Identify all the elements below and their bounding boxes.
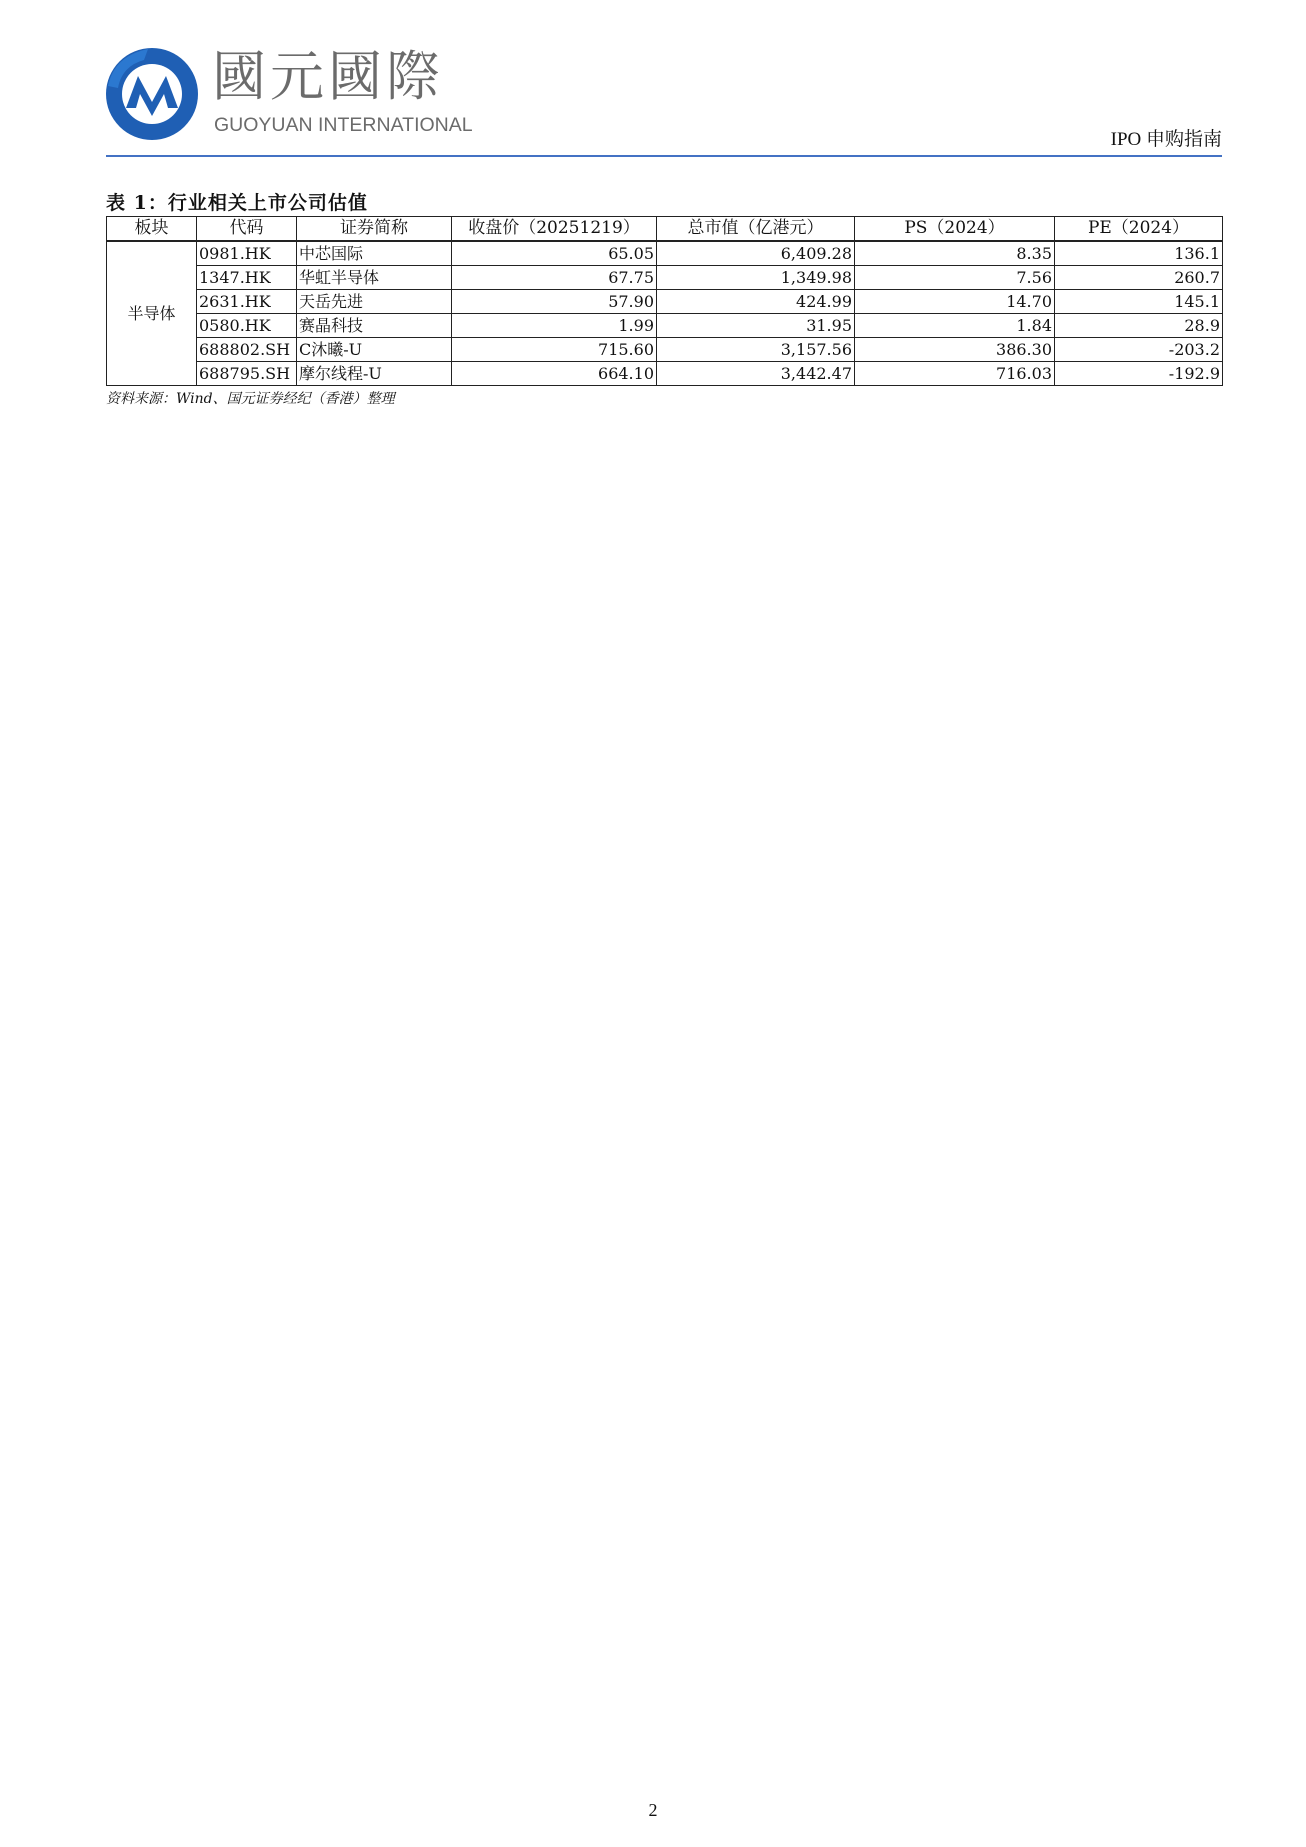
document-type-label: IPO 申购指南 [1110,129,1222,150]
name-cell: 摩尔线程-U [297,362,452,386]
col-header-sector: 板块 [107,217,197,242]
logo-chinese-name: 國元國際 [212,45,444,108]
name-cell: C沐曦-U [297,338,452,362]
ps-cell: 7.56 [855,266,1055,290]
table-row [107,338,1223,362]
sector-cell: 半导体 [107,241,197,386]
col-header-code: 代码 [197,217,297,242]
table-row [107,266,1223,290]
pe-cell: 136.1 [1055,241,1223,266]
code-cell: 0981.HK [197,241,297,266]
mcap-cell: 31.95 [657,314,855,338]
code-cell: 688795.SH [197,362,297,386]
col-header-pe: PE（2024） [1055,217,1223,242]
close-cell: 65.05 [452,241,657,266]
table-row [107,290,1223,314]
col-header-mcap: 总市值（亿港元） [657,217,855,242]
close-cell: 1.99 [452,314,657,338]
pe-cell: 260.7 [1055,266,1223,290]
table-header-row [107,217,1223,242]
close-cell: 664.10 [452,362,657,386]
mcap-cell: 3,157.56 [657,338,855,362]
valuation-table [106,216,1223,386]
name-cell: 赛晶科技 [297,314,452,338]
name-cell: 华虹半导体 [297,266,452,290]
code-cell: 0580.HK [197,314,297,338]
mcap-cell: 3,442.47 [657,362,855,386]
guoyuan-logo-icon [104,46,200,142]
table-caption: 表 1：行业相关上市公司估值 [106,192,368,214]
ps-cell: 14.70 [855,290,1055,314]
close-cell: 57.90 [452,290,657,314]
ps-cell: 8.35 [855,241,1055,266]
mcap-cell: 424.99 [657,290,855,314]
table-row [107,314,1223,338]
col-header-ps: PS（2024） [855,217,1055,242]
code-cell: 2631.HK [197,290,297,314]
pe-cell: -192.9 [1055,362,1223,386]
pe-cell: 145.1 [1055,290,1223,314]
table-row [107,241,1223,266]
ps-cell: 716.03 [855,362,1055,386]
company-logo [104,46,554,146]
close-cell: 715.60 [452,338,657,362]
mcap-cell: 6,409.28 [657,241,855,266]
close-cell: 67.75 [452,266,657,290]
pe-cell: -203.2 [1055,338,1223,362]
col-header-name: 证券简称 [297,217,452,242]
name-cell: 中芯国际 [297,241,452,266]
table-source-note: 资料来源：Wind、国元证券经纪（香港）整理 [106,391,395,407]
name-cell: 天岳先进 [297,290,452,314]
mcap-cell: 1,349.98 [657,266,855,290]
page-number: 2 [648,1800,658,1820]
code-cell: 688802.SH [197,338,297,362]
ps-cell: 1.84 [855,314,1055,338]
ps-cell: 386.30 [855,338,1055,362]
code-cell: 1347.HK [197,266,297,290]
col-header-close: 收盘价（20251219） [452,217,657,242]
logo-english-name: GUOYUAN INTERNATIONAL [214,114,473,136]
pe-cell: 28.9 [1055,314,1223,338]
header-divider [106,155,1222,157]
table-row [107,362,1223,386]
